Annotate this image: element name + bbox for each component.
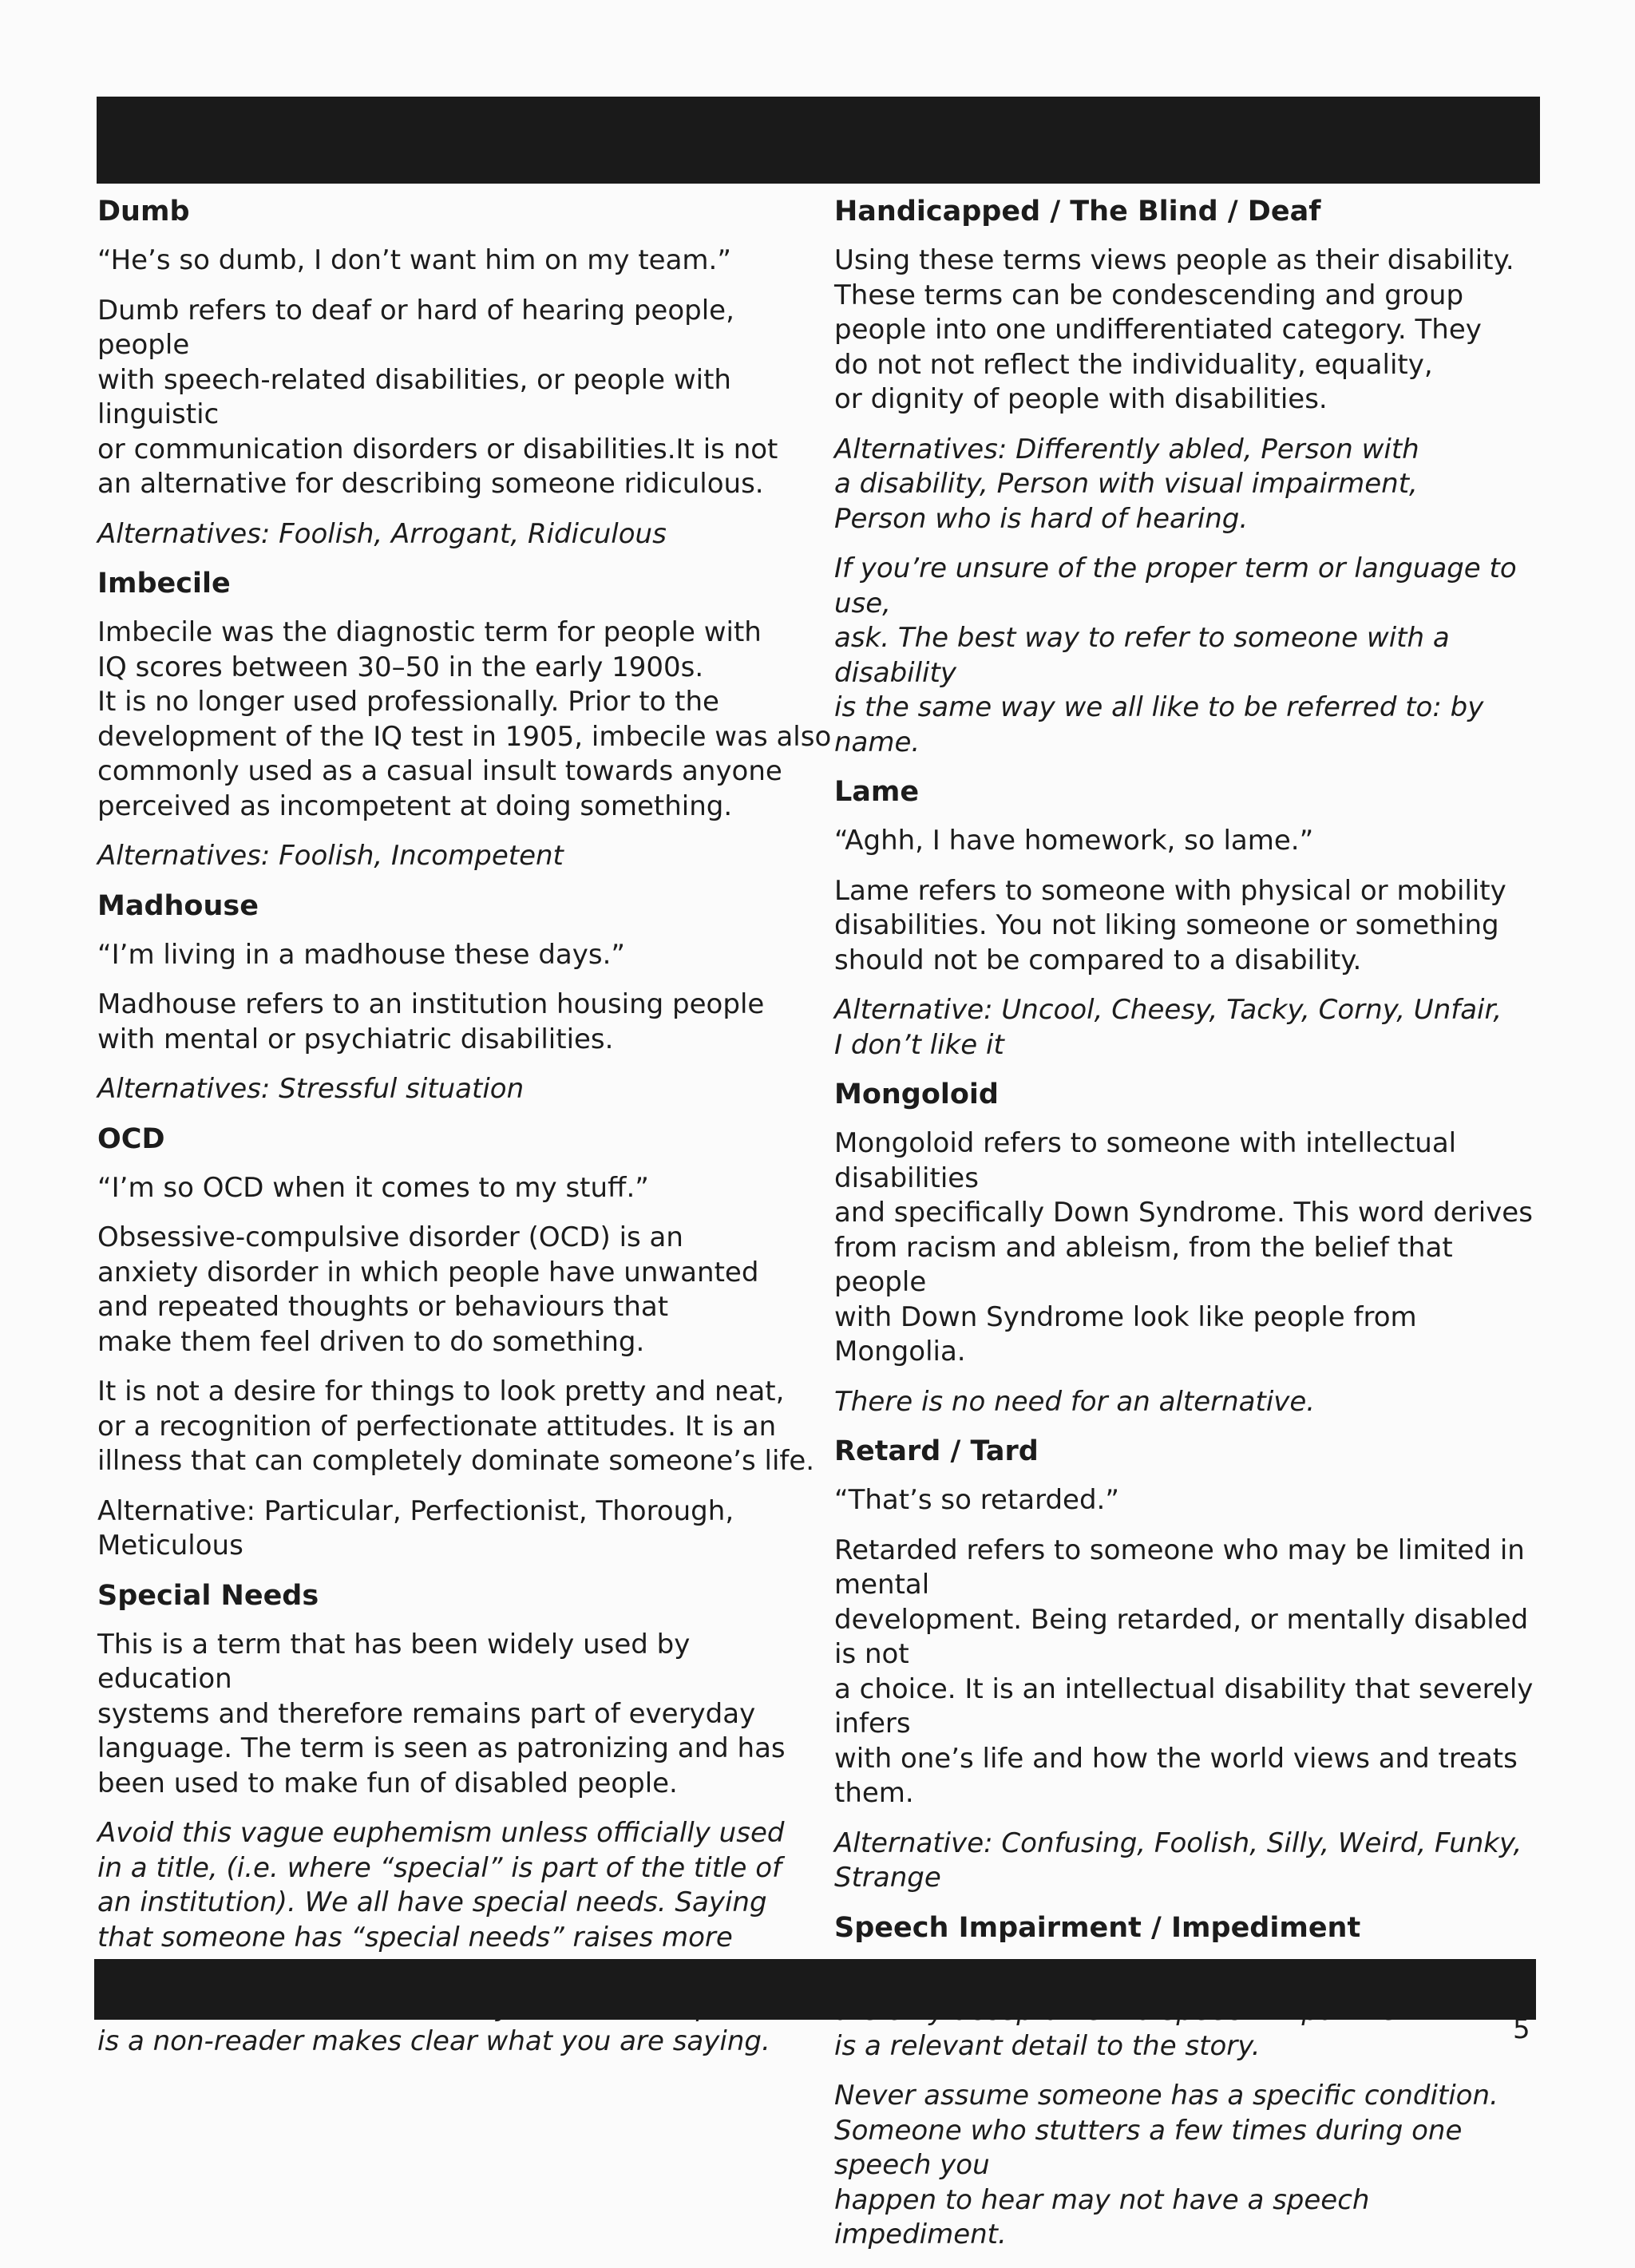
note-speech: Never assume someone has a specific condition. Someone who stutters a few times during one speech you happen to hear may not have a speech impediment. [834,2080,1498,2250]
top-header-band [97,97,1540,184]
alternatives-mongoloid: There is no need for an alternative. [834,1385,1316,1418]
alternatives-handicapped: Alternatives: Differently abled, Person with a disability, Person with visual impairment, Person who is hard of hearing. [834,433,1419,535]
example-quote-lame: “Aghh, I have homework, so lame.” [834,825,1314,857]
example-quote-ocd: “I’m so OCD when it comes to my stuff.” [97,1171,649,1204]
term-heading-retard: Retard / Tard [834,1435,1039,1467]
definition-retard: Retarded refers to someone who may be limited in mental development. Being retarded, or mentally disabled is not a choice. It is an intellectual disability that severely infers with one’s life and how the world views and treats them. [834,1534,1534,1809]
alternatives-retard: Alternative: Confusing, Foolish, Silly, Weird, Funky, Strange [834,1827,1522,1894]
definition-ocd-continued: It is not a desire for things to look pretty and neat, or a recognition of perfectionate attitudes. It is an illness that can completely dominate someone’s life. [97,1375,815,1477]
term-heading-special-needs: Special Needs [97,1579,319,1612]
definition-special-needs: This is a term that has been widely used by education systems and therefore remains part of everyday language. The term is seen as patronizing and has been used to make fun of disabled people. [97,1628,786,1799]
bottom-footer-band [94,1959,1536,2020]
definition-handicapped: Using these terms views people as their disability. These terms can be condescending and group people into one undifferentiated category. They do not not reflect the individuality, equality, or dignity of people with disabilities. [834,244,1514,415]
alternatives-lame: Alternative: Uncool, Cheesy, Tacky, Corny, Unfair, I don’t like it [834,994,1502,1061]
note-special-needs: Avoid this vague euphemism unless officially used in a title, (i.e. where “special” is part of the title of an institution). We all have special needs. Saying that someone has “special needs” raises more is a non-reader makes clear what you are saying. [97,1817,785,2057]
definition-madhouse: Madhouse refers to an institution housing people with mental or psychiatric disabilities. [97,988,765,1055]
definition-speech-rest: is a relevant detail to the story. [834,2029,1261,2062]
alternatives-imbecile: Alternatives: Foolish, Incompetent [97,840,564,872]
term-heading-speech: Speech Impairment / Impediment [834,1911,1361,1944]
definition-lame: Lame refers to someone with physical or mobility disabilities. You not liking someone or something should not be compared to a disability. [834,874,1506,976]
term-heading-ocd: OCD [97,1122,165,1155]
alternatives-ocd: Alternative: Particular, Perfectionist, Thorough, Meticulous [97,1494,734,1561]
term-heading-imbecile: Imbecile [97,568,231,600]
definition-imbecile: Imbecile was the diagnostic term for people with IQ scores between 30–50 in the early 1900s. It is no longer used professionally. Prior to the development of the IQ test in 1905, imbecile was also commonly used as a casual insult towards anyone perceived as incompetent at doing something. [97,616,832,822]
term-heading-mongoloid: Mongoloid [834,1079,999,1110]
alternatives-dumb: Alternatives: Foolish, Arrogant, Ridiculous [97,517,667,550]
term-heading-dumb: Dumb [97,196,190,228]
example-quote-dumb: “He’s so dumb, I don’t want him on my team.” [97,244,731,276]
left-column [97,195,832,2075]
term-heading-lame: Lame [834,776,920,808]
definition-ocd: Obsessive-compulsive disorder (OCD) is an anxiety disorder in which people have unwanted and repeated thoughts or behaviours that make them feel driven to do something. [97,1221,759,1358]
definition-mongoloid: Mongoloid refers to someone with intellectual disabilities and specifically Down Syndrome. This word derives from racism and ableism, from the belief that people with Down Syndrome look like people from Mongolia. [834,1127,1533,1368]
alternatives-madhouse: Alternatives: Stressful situation [97,1073,525,1105]
example-quote-madhouse: “I’m living in a madhouse these days.” [97,938,626,971]
page-number: 5 [1513,2013,1530,2045]
right-column [834,195,1549,2268]
term-heading-madhouse: Madhouse [97,889,259,922]
example-quote-retard: “That’s so retarded.” [834,1484,1119,1516]
term-heading-handicapped: Handicapped / The Blind / Deaf [834,196,1321,228]
note-handicapped: If you’re unsure of the proper term or language to use, ask. The best way to refer to someone with a disability is the same way we all like to be referred to: by name. [834,552,1517,758]
definition-dumb: Dumb refers to deaf or hard of hearing people, people with speech-related disabilities, or people with linguistic or communication disorders or disabilities.It is not an alternative for describing someone ridiculous. [97,294,778,500]
